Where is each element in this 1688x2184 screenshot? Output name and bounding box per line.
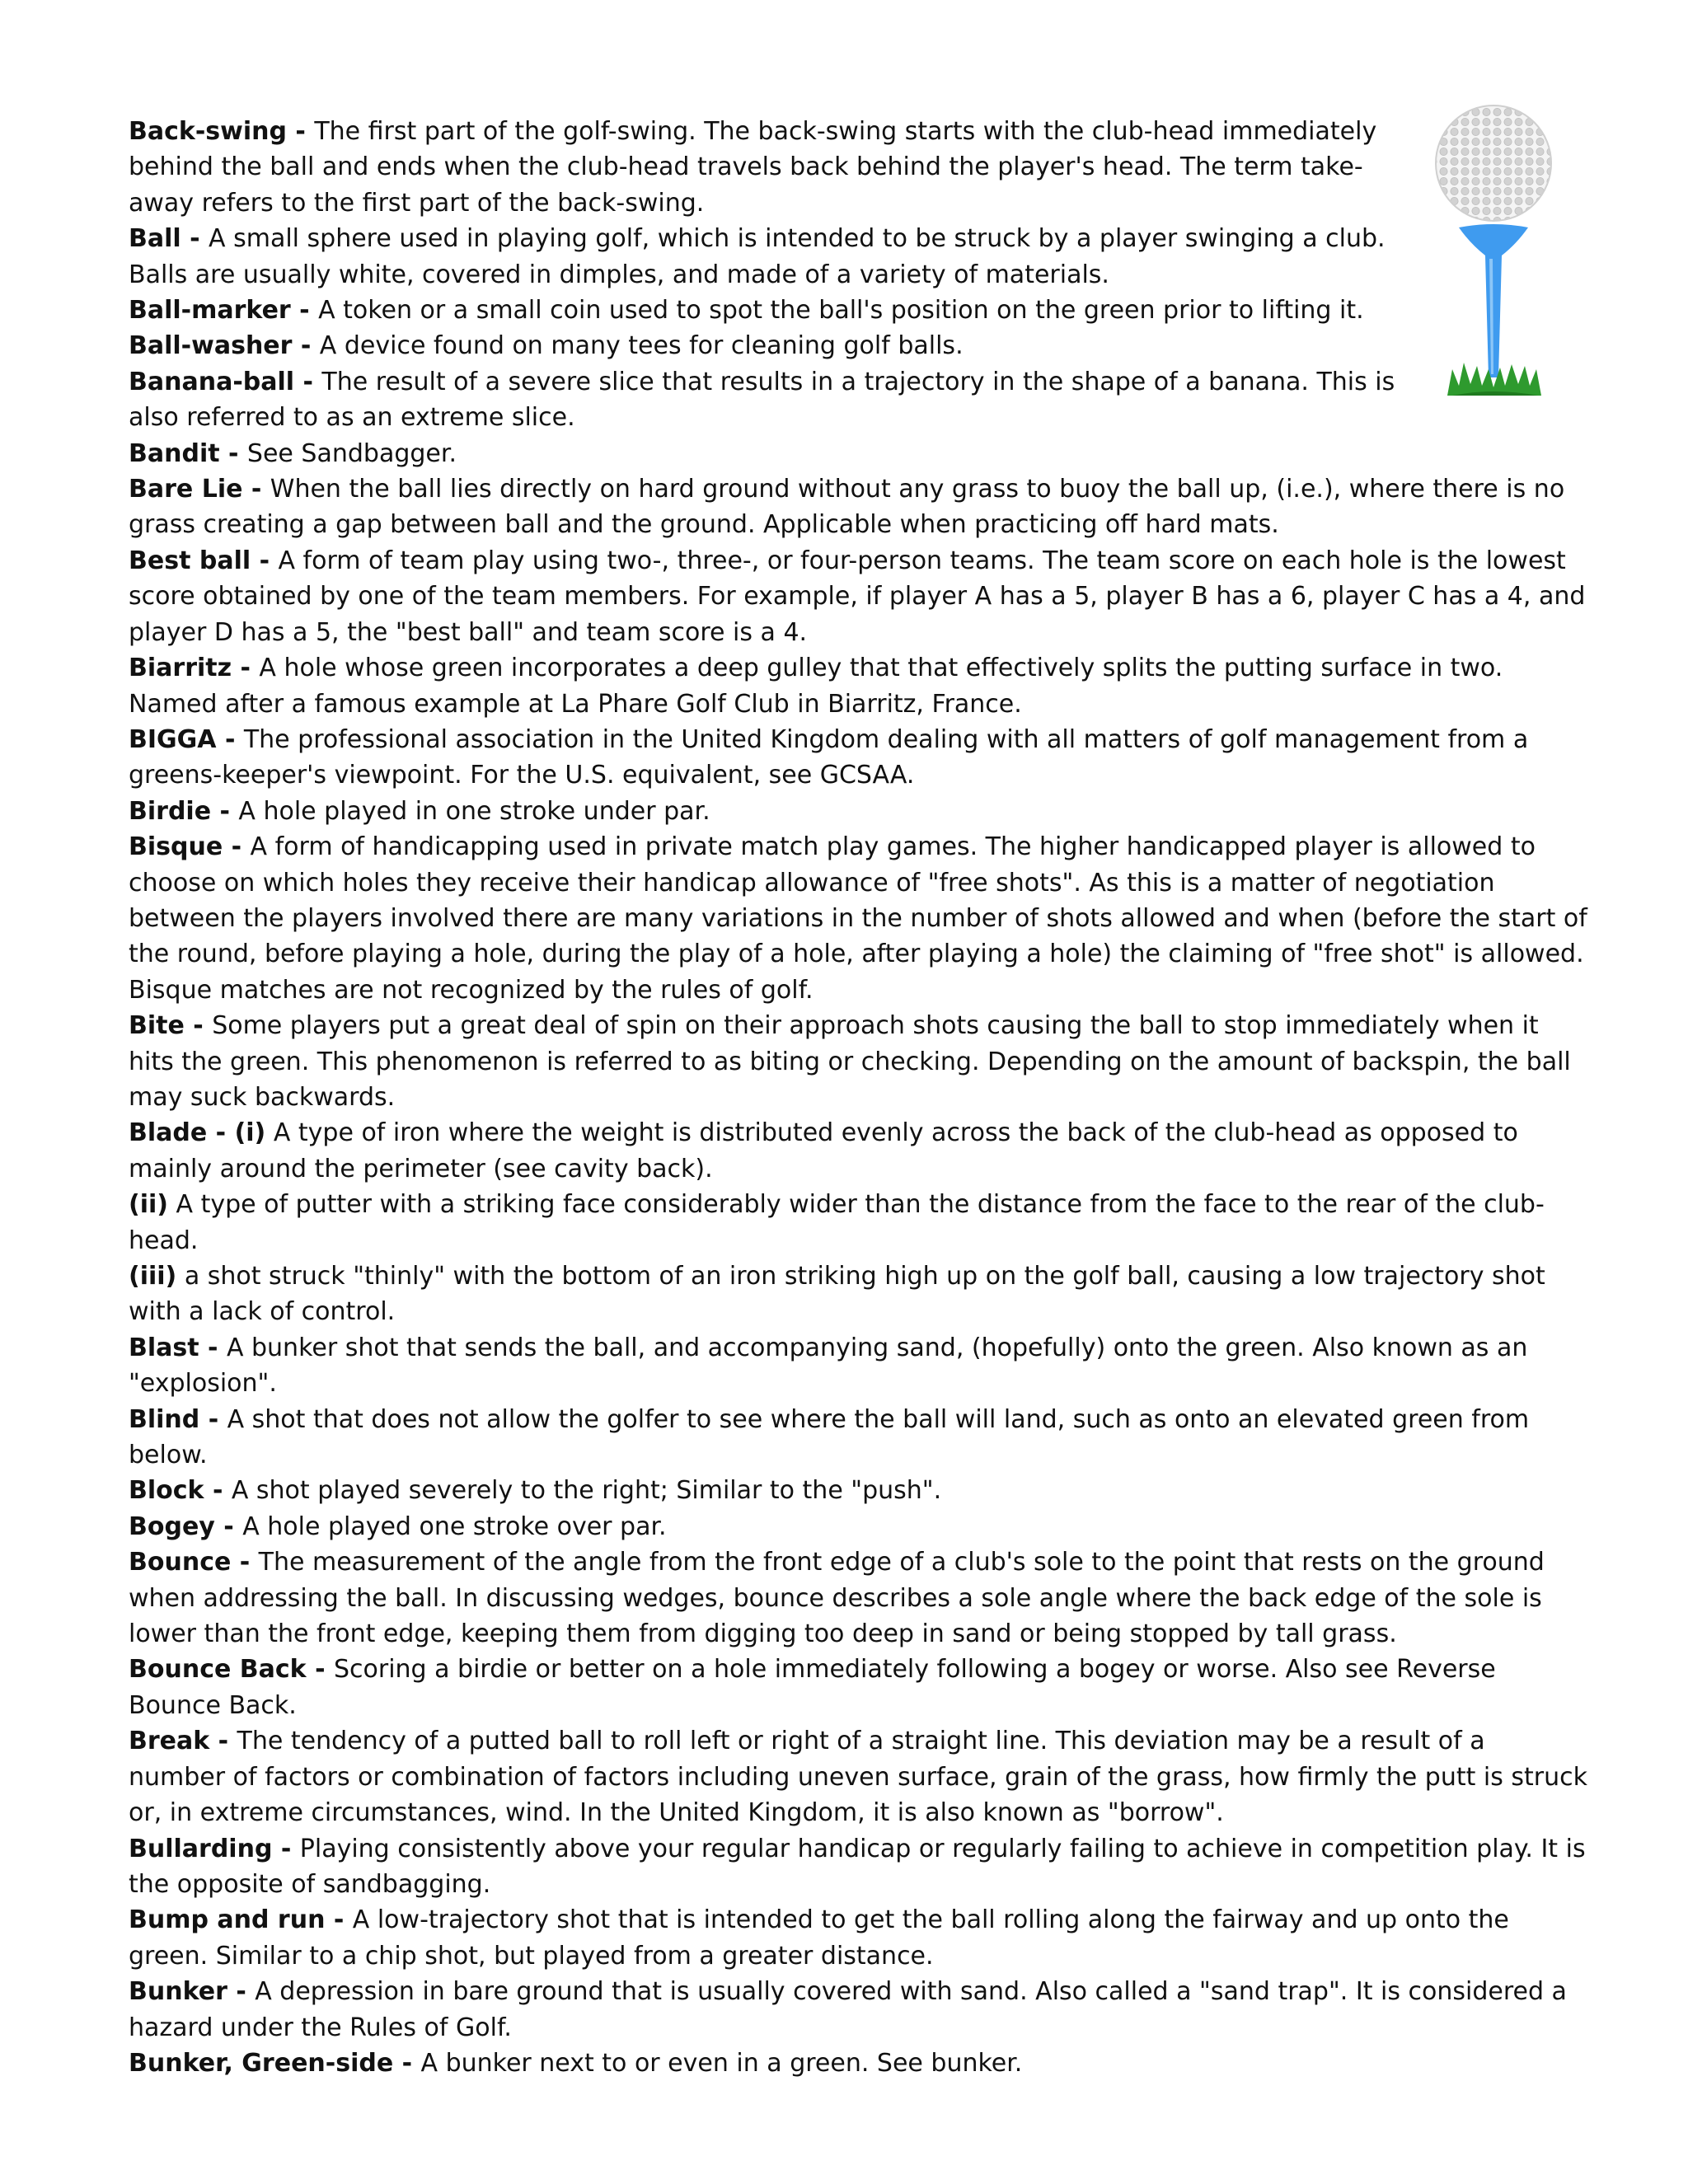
glossary-entry <box>129 543 1587 650</box>
glossary-entry <box>129 2046 1587 2081</box>
glossary-entry <box>129 1115 1587 1187</box>
term-separator: - <box>223 832 251 862</box>
glossary-term: Ball <box>129 224 181 254</box>
glossary-entry <box>129 1402 1587 1474</box>
glossary-definition: A token or a small coin used to spot the ball's position on the green prior to lifting it. <box>318 296 1364 326</box>
term-separator: - <box>216 724 244 754</box>
glossary-term: Blade <box>129 1118 208 1148</box>
glossary-term: Bunker <box>129 1977 227 2007</box>
glossary-term: Birdie <box>129 796 212 826</box>
term-separator: - <box>219 438 247 468</box>
term-separator: - <box>227 1977 256 2007</box>
glossary-entry <box>129 1902 1587 1974</box>
glossary-entry <box>129 471 1587 543</box>
glossary-definition: A shot played severely to the right; Similar to the "push". <box>231 1476 942 1506</box>
glossary-entry <box>129 1330 1587 1402</box>
glossary-definition: Some players put a great deal of spin on their approach shots causing the ball to stop immediately when it hits the green. This phenomenon is referred to as biting or checking. Depending on the amount of backspin, the ball may suck backwards. <box>129 1011 1571 1112</box>
golf-ball-on-tee-icon <box>1428 97 1559 402</box>
glossary-definition: Scoring a birdie or better on a hole immediately following a bogey or worse. Also see Reverse Bounce Back. <box>129 1655 1496 1720</box>
glossary-definition: A depression in bare ground that is usually covered with sand. Also called a "sand trap". It is considered a hazard under the Rules of Golf. <box>129 1977 1567 2042</box>
term-separator: - <box>181 224 209 254</box>
glossary-definition: The first part of the golf-swing. The back-swing starts with the club-head immediately behind the ball and ends when the club-head travels back behind the player's head. The term take-away refers to the first part of the back-swing. <box>129 117 1377 218</box>
glossary-definition: The professional association in the United Kingdom dealing with all matters of golf management from a greens-keeper's viewpoint. For the U.S. equivalent, see GCSAA. <box>129 724 1529 790</box>
term-separator: - <box>209 1727 237 1756</box>
sense-marker: (ii) <box>129 1190 168 1220</box>
glossary-list <box>129 114 1587 2081</box>
glossary-entry <box>129 1008 1587 1115</box>
glossary-entry <box>129 1509 1587 1544</box>
glossary-entry <box>129 794 1587 829</box>
glossary-definition: A bunker next to or even in a green. See bunker. <box>420 2048 1023 2078</box>
term-separator: - <box>251 546 279 575</box>
term-separator: - <box>231 1548 259 1577</box>
glossary-term: Bullarding <box>129 1834 273 1863</box>
term-separator: - <box>204 1476 232 1506</box>
term-separator: - <box>325 1905 353 1935</box>
term-separator: - <box>292 331 320 361</box>
glossary-entry <box>129 364 1414 436</box>
glossary-entry <box>129 328 1414 363</box>
glossary-definition: The measurement of the angle from the front edge of a club's sole to the point that rests on the ground when addressing the ball. In discussing wedges, bounce describes a sole angle where the back edge of the sole is lower than the front edge, keeping them from digging too deep in sand or being stopped by tall grass. <box>129 1548 1545 1649</box>
glossary-term: Best ball <box>129 546 251 575</box>
glossary-entry <box>129 829 1587 1008</box>
glossary-definition: a shot struck "thinly" with the bottom of an iron striking high up on the golf ball, causing a low trajectory shot with a lack of control. <box>129 1262 1545 1327</box>
glossary-entry <box>129 1544 1587 1652</box>
glossary-term: Bump and run <box>129 1905 326 1935</box>
glossary-entry <box>129 1258 1587 1330</box>
glossary-definition: The tendency of a putted ball to roll left or right of a straight line. This deviation may be a result of a number of factors or combination of factors including uneven surface, grain of the grass, how firmly the putt is struck or, in extreme circumstances, wind. In the United Kingdom, it is also known as "borrow". <box>129 1727 1588 1828</box>
term-separator: - <box>242 475 270 504</box>
glossary-definition: A small sphere used in playing golf, which is intended to be struck by a player swinging a club. Balls are usually white, covered in dimples, and made of a variety of materials. <box>129 224 1386 289</box>
glossary-term: Block <box>129 1476 204 1506</box>
term-separator: - <box>199 1333 227 1362</box>
term-separator: - <box>294 367 322 396</box>
glossary-term: Bite <box>129 1011 185 1041</box>
glossary-definition: A device found on many tees for cleaning golf balls. <box>319 331 964 361</box>
term-separator: - <box>207 1118 235 1148</box>
glossary-entry <box>129 114 1414 221</box>
glossary-term: Bunker, Green-side <box>129 2048 394 2078</box>
glossary-term: Ball-marker <box>129 296 291 326</box>
glossary-definition: A form of team play using two-, three-, or four-person teams. The team score on each hole is the lowest score obtained by one of the team members. For example, if player A has a 5, player B has a 6, player C has a 4, and player D has a 5, the "best ball" and team score is a 4. <box>129 546 1586 647</box>
glossary-definition: The result of a severe slice that results in a trajectory in the shape of a banana. This is also referred to as an extreme slice. <box>129 367 1395 433</box>
sense-marker: (i) <box>234 1118 266 1148</box>
glossary-term: Blast <box>129 1333 199 1362</box>
glossary-definition: A type of iron where the weight is distributed evenly across the back of the club-head as opposed to mainly around the perimeter (see cavity back). <box>129 1118 1518 1183</box>
glossary-entry <box>129 1831 1587 1903</box>
glossary-term: Biarritz <box>129 654 232 683</box>
glossary-term: Bounce <box>129 1548 232 1577</box>
term-separator: - <box>286 117 315 146</box>
glossary-entry <box>129 722 1587 794</box>
glossary-definition: A low-trajectory shot that is intended to get the ball rolling along the fairway and up onto the green. Similar to a chip shot, but played from a greater distance. <box>129 1905 1509 1971</box>
term-separator: - <box>211 796 239 826</box>
glossary-entry <box>129 293 1414 328</box>
term-separator: - <box>393 2048 421 2078</box>
glossary-term: BIGGA <box>129 724 217 754</box>
term-separator: - <box>199 1404 227 1434</box>
glossary-entry <box>129 1473 1587 1508</box>
term-separator: - <box>306 1655 334 1685</box>
glossary-entry <box>129 1187 1587 1258</box>
glossary-definition: A hole whose green incorporates a deep gulley that that effectively splits the putting surface in two. Named after a famous example at La Phare Golf Club in Biarritz, France. <box>129 654 1503 719</box>
glossary-definition: Playing consistently above your regular handicap or regularly failing to achieve in competition play. It is the opposite of sandbagging. <box>129 1834 1586 1899</box>
glossary-term: Ball-washer <box>129 331 293 361</box>
glossary-term: Break <box>129 1727 210 1756</box>
glossary-definition: A hole played one stroke over par. <box>242 1511 667 1541</box>
glossary-entry <box>129 1652 1587 1723</box>
sense-marker: (iii) <box>129 1262 177 1291</box>
glossary-term: Bare Lie <box>129 475 243 504</box>
glossary-entry <box>129 1974 1587 2046</box>
glossary-entry <box>129 221 1414 293</box>
glossary-entry <box>129 436 1587 471</box>
glossary-entry <box>129 1723 1587 1830</box>
glossary-definition: A form of handicapping used in private match play games. The higher handicapped player is allowed to choose on which holes they receive their handicap allowance of "free shots". As this is a matter of negotiation between the players involved there are many variations in the number of shots allowed and when (before the start of the round, before playing a hole, during the play of a hole, after playing a hole) the claiming of "free shot" is allowed. Bisque matches are not recognized by the rules of golf. <box>129 832 1587 1005</box>
glossary-definition: When the ball lies directly on hard ground without any grass to buoy the ball up, (i.e.), where there is no grass creating a gap between ball and the ground. Applicable when practicing off hard mats. <box>129 475 1565 540</box>
glossary-entry <box>129 650 1587 722</box>
glossary-term: Bisque <box>129 832 223 862</box>
glossary-term: Back-swing <box>129 117 287 146</box>
term-separator: - <box>214 1511 243 1541</box>
glossary-term: Banana-ball <box>129 367 295 396</box>
glossary-term: Bogey <box>129 1511 215 1541</box>
glossary-term: Blind <box>129 1404 200 1434</box>
term-separator: - <box>290 296 319 326</box>
term-separator: - <box>232 654 260 683</box>
glossary-definition: A hole played in one stroke under par. <box>238 796 710 826</box>
glossary-term: Bounce Back <box>129 1655 307 1685</box>
glossary-term: Bandit <box>129 438 220 468</box>
glossary-definition: A shot that does not allow the golfer to see where the ball will land, such as onto an elevated green from below. <box>129 1404 1530 1470</box>
glossary-definition: A type of putter with a striking face considerably wider than the distance from the face to the rear of the club-head. <box>129 1190 1545 1255</box>
term-separator: - <box>272 1834 300 1863</box>
glossary-definition: A bunker shot that sends the ball, and accompanying sand, (hopefully) onto the green. Also known as an "explosion". <box>129 1333 1528 1399</box>
glossary-definition: See Sandbagger. <box>246 438 457 468</box>
term-separator: - <box>184 1011 213 1041</box>
